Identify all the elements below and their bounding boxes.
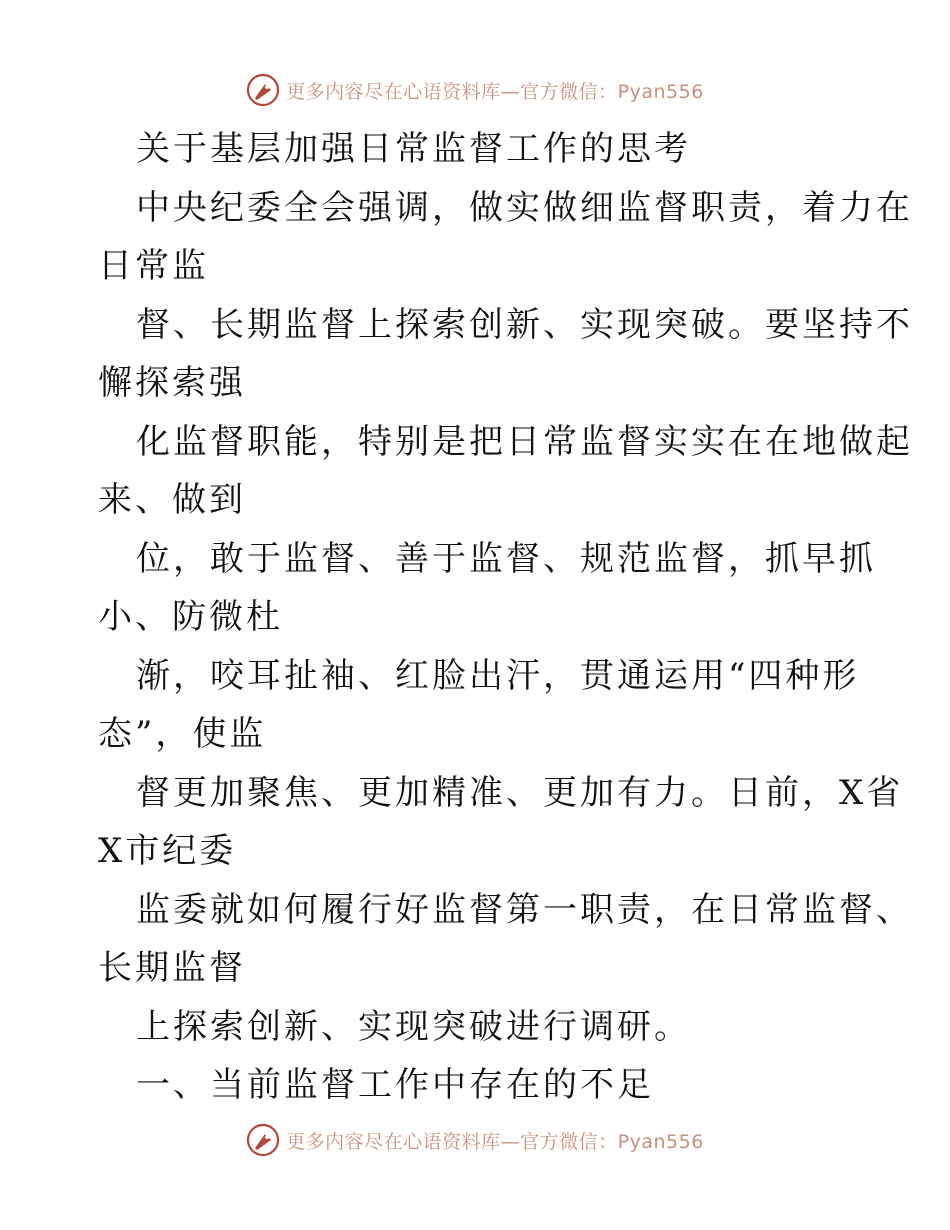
paragraph-line: 一、当前监督工作中存在的不足	[136, 1065, 654, 1105]
paragraph-line: 态”，使监	[98, 714, 267, 754]
pen-nib-logo-icon	[246, 1123, 280, 1157]
pen-nib-logo-icon	[246, 73, 280, 107]
paragraph-line: 渐，咬耳扯袖、红脸出汗，贯通运用“四种形	[136, 655, 860, 696]
paragraph-line: 督更加聚焦、更加精准、更加有力。日前，X省	[136, 772, 904, 813]
paragraph-line: 监委就如何履行好监督第一职责，在日常监督、	[136, 889, 913, 930]
paragraph-line: 懈探索强	[98, 363, 246, 403]
paragraph-line: 位，敢于监督、善于监督、规范监督，抓早抓	[136, 538, 876, 579]
paragraph-line: 化监督职能，特别是把日常监督实实在在地做起	[136, 421, 913, 462]
paragraph-line: 长期监督	[98, 948, 246, 988]
watermark-text: 更多内容尽在心语资料库—官方微信：Pyan556	[286, 80, 704, 103]
paragraph-line: 上探索创新、实现突破进行调研。	[136, 1006, 691, 1047]
paragraph-line: 来、做到	[98, 480, 246, 520]
footer-watermark-banner	[0, 1120, 950, 1160]
paragraph-line: 督、长期监督上探索创新、实现突破。要坚持不	[136, 304, 913, 345]
watermark-text: 更多内容尽在心语资料库—官方微信：Pyan556	[286, 1130, 704, 1153]
paragraph-line: X市纪委	[98, 831, 237, 871]
paragraph-line: 中央纪委全会强调，做实做细监督职责，着力在	[136, 187, 913, 228]
paragraph-line: 关于基层加强日常监督工作的思考	[136, 129, 691, 169]
paragraph-line: 小、防微杜	[98, 597, 283, 637]
document-body	[98, 120, 913, 1115]
paragraph-line: 日常监	[98, 246, 209, 286]
header-watermark-banner	[0, 70, 950, 110]
